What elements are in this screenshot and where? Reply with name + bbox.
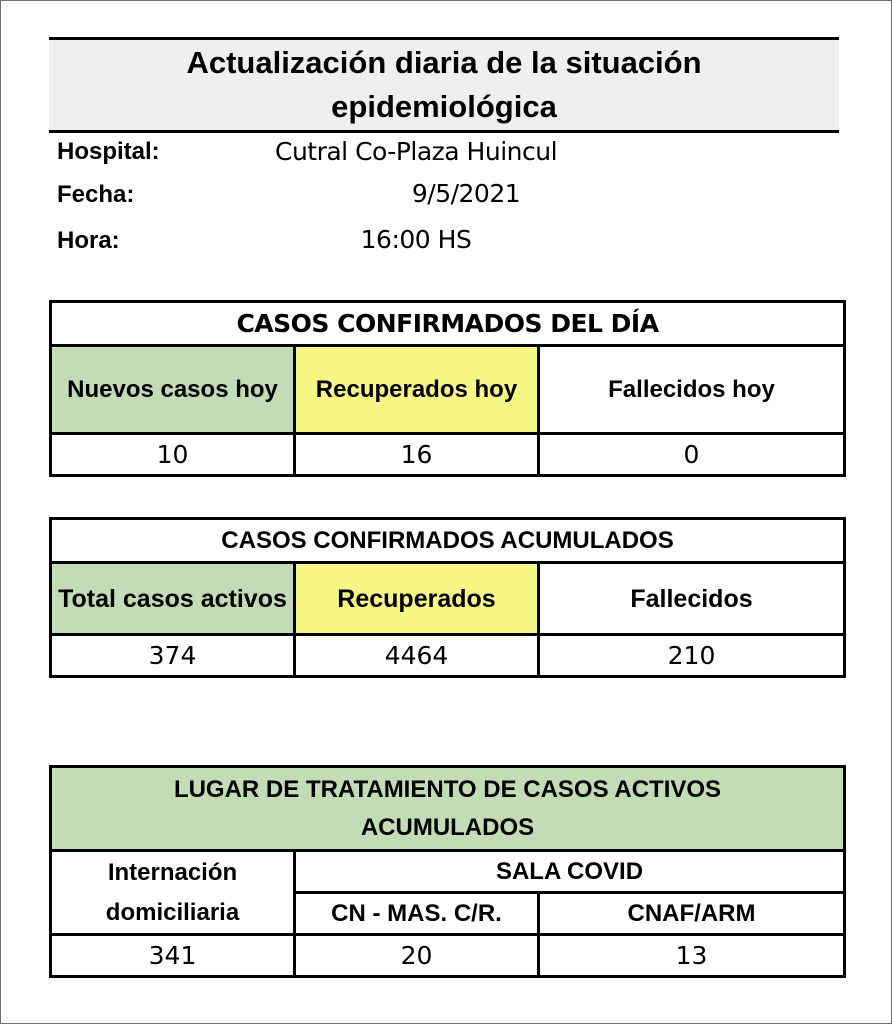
fecha-label: Fecha: — [57, 181, 135, 208]
recovered-header: Recuperados — [295, 563, 539, 635]
daily-table-title: CASOS CONFIRMADOS DEL DÍA — [51, 302, 845, 346]
cnaf-arm-header: CNAF/ARM — [539, 893, 845, 935]
deaths-header: Fallecidos — [539, 563, 845, 635]
deaths-value: 210 — [539, 635, 845, 677]
treatment-table — [49, 765, 846, 978]
sala-covid-header: SALA COVID — [295, 851, 845, 893]
recovered-today-value: 16 — [295, 434, 539, 476]
new-cases-value: 10 — [51, 434, 295, 476]
recovered-value: 4464 — [295, 635, 539, 677]
deaths-today-header: Fallecidos hoy — [539, 346, 845, 434]
active-cases-value: 374 — [51, 635, 295, 677]
active-cases-header: Total casos activos — [51, 563, 295, 635]
cumulative-table-title: CASOS CONFIRMADOS ACUMULADOS — [51, 519, 845, 563]
daily-cases-table — [49, 300, 846, 477]
recovered-today-header: Recuperados hoy — [295, 346, 539, 434]
report-title-box — [49, 37, 839, 133]
cnaf-arm-value: 13 — [539, 935, 845, 977]
cn-mas-header: CN - MAS. C/R. — [295, 893, 539, 935]
hora-value: 16:00 HS — [360, 225, 472, 254]
hospital-label: Hospital: — [57, 138, 160, 165]
home-care-header: Internación domiciliaria — [51, 851, 295, 935]
hospital-value: Cutral Co-Plaza Huincul — [274, 137, 558, 166]
new-cases-header: Nuevos casos hoy — [51, 346, 295, 434]
report-title: Actualización diaria de la situación epidemiológica — [186, 45, 702, 124]
cn-mas-value: 20 — [295, 935, 539, 977]
hora-label: Hora: — [57, 227, 120, 254]
home-care-value: 341 — [51, 935, 295, 977]
deaths-today-value: 0 — [539, 434, 845, 476]
cumulative-cases-table — [49, 517, 846, 678]
treatment-table-title: LUGAR DE TRATAMIENTO DE CASOS ACTIVOS ACUMULADOS — [51, 767, 845, 851]
fecha-value: 9/5/2021 — [411, 179, 521, 208]
